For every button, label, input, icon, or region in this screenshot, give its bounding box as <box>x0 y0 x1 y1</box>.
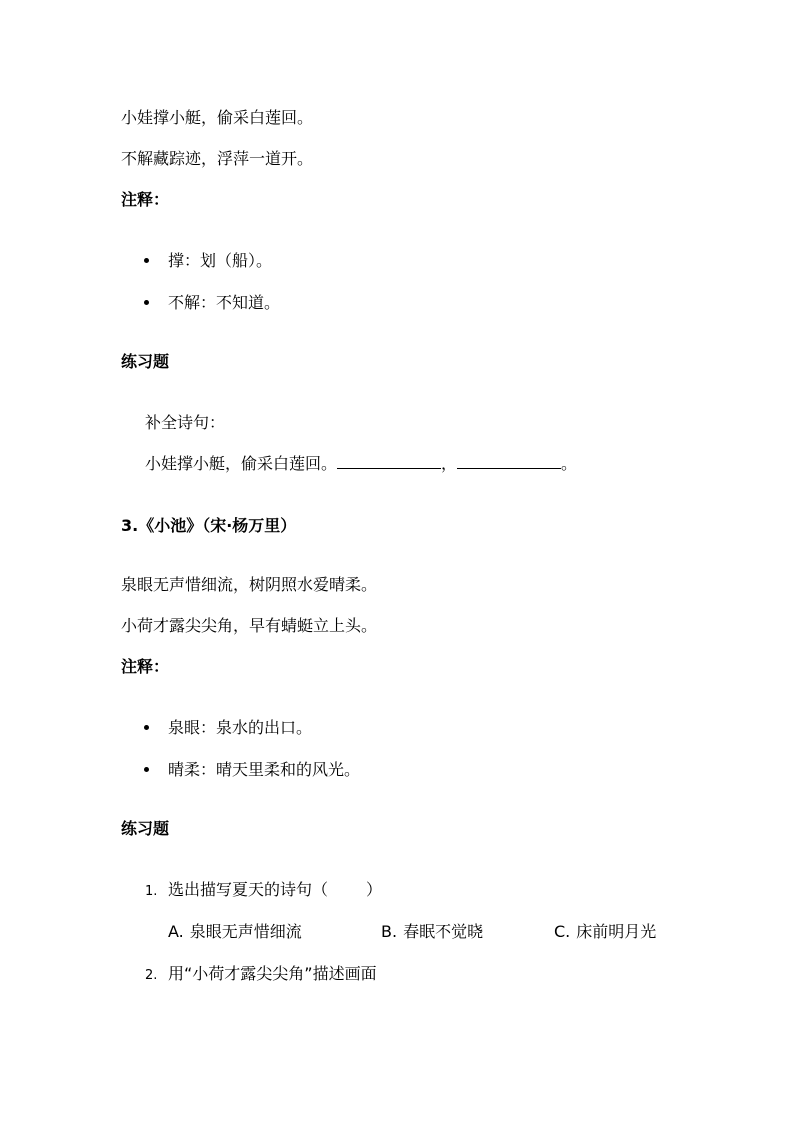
poem2-line1: 小娃撑小艇，偷采白莲回。 <box>121 108 314 127</box>
question-2: 2. 用“小荷才露尖尖角”描述画面 <box>145 964 377 983</box>
poem3-line1: 泉眼无声惜细流，树阴照水爱晴柔。 <box>121 575 378 594</box>
poem2-note-2: 不解：不知道。 <box>144 292 280 314</box>
poem3-line2: 小荷才露尖尖角，早有蜻蜓立上头。 <box>121 616 378 635</box>
option-b[interactable]: B. 春眠不觉晓 <box>381 922 484 941</box>
question-1: 1. 选出描写夏天的诗句（ ） <box>145 880 383 899</box>
poem3-note-2: 晴柔：晴天里柔和的风光。 <box>144 759 360 781</box>
bullet-icon <box>144 767 149 772</box>
bullet-icon <box>144 300 149 305</box>
option-c[interactable]: C. 床前明月光 <box>554 922 657 941</box>
poem3-title: 3.《小池》（宋·杨万里） <box>121 516 297 535</box>
poem2-exercise-heading: 练习题 <box>121 352 170 371</box>
answer-blank-1[interactable] <box>337 454 441 469</box>
option-a[interactable]: A. 泉眼无声惜细流 <box>168 922 302 941</box>
poem2-note-1: 撑：划（船）。 <box>144 250 272 272</box>
poem2-fill-line: 小娃撑小艇，偷采白莲回。 ， 。 <box>145 454 578 473</box>
poem3-notes-heading: 注释： <box>121 657 170 676</box>
poem2-line2: 不解藏踪迹，浮萍一道开。 <box>121 149 314 168</box>
poem3-exercise-heading: 练习题 <box>121 819 170 838</box>
bullet-icon <box>144 258 149 263</box>
bullet-icon <box>144 725 149 730</box>
answer-blank-2[interactable] <box>457 454 561 469</box>
poem2-fill-prompt: 补全诗句： <box>145 413 226 432</box>
poem3-note-1: 泉眼：泉水的出口。 <box>144 717 312 739</box>
poem2-notes-heading: 注释： <box>121 190 170 209</box>
